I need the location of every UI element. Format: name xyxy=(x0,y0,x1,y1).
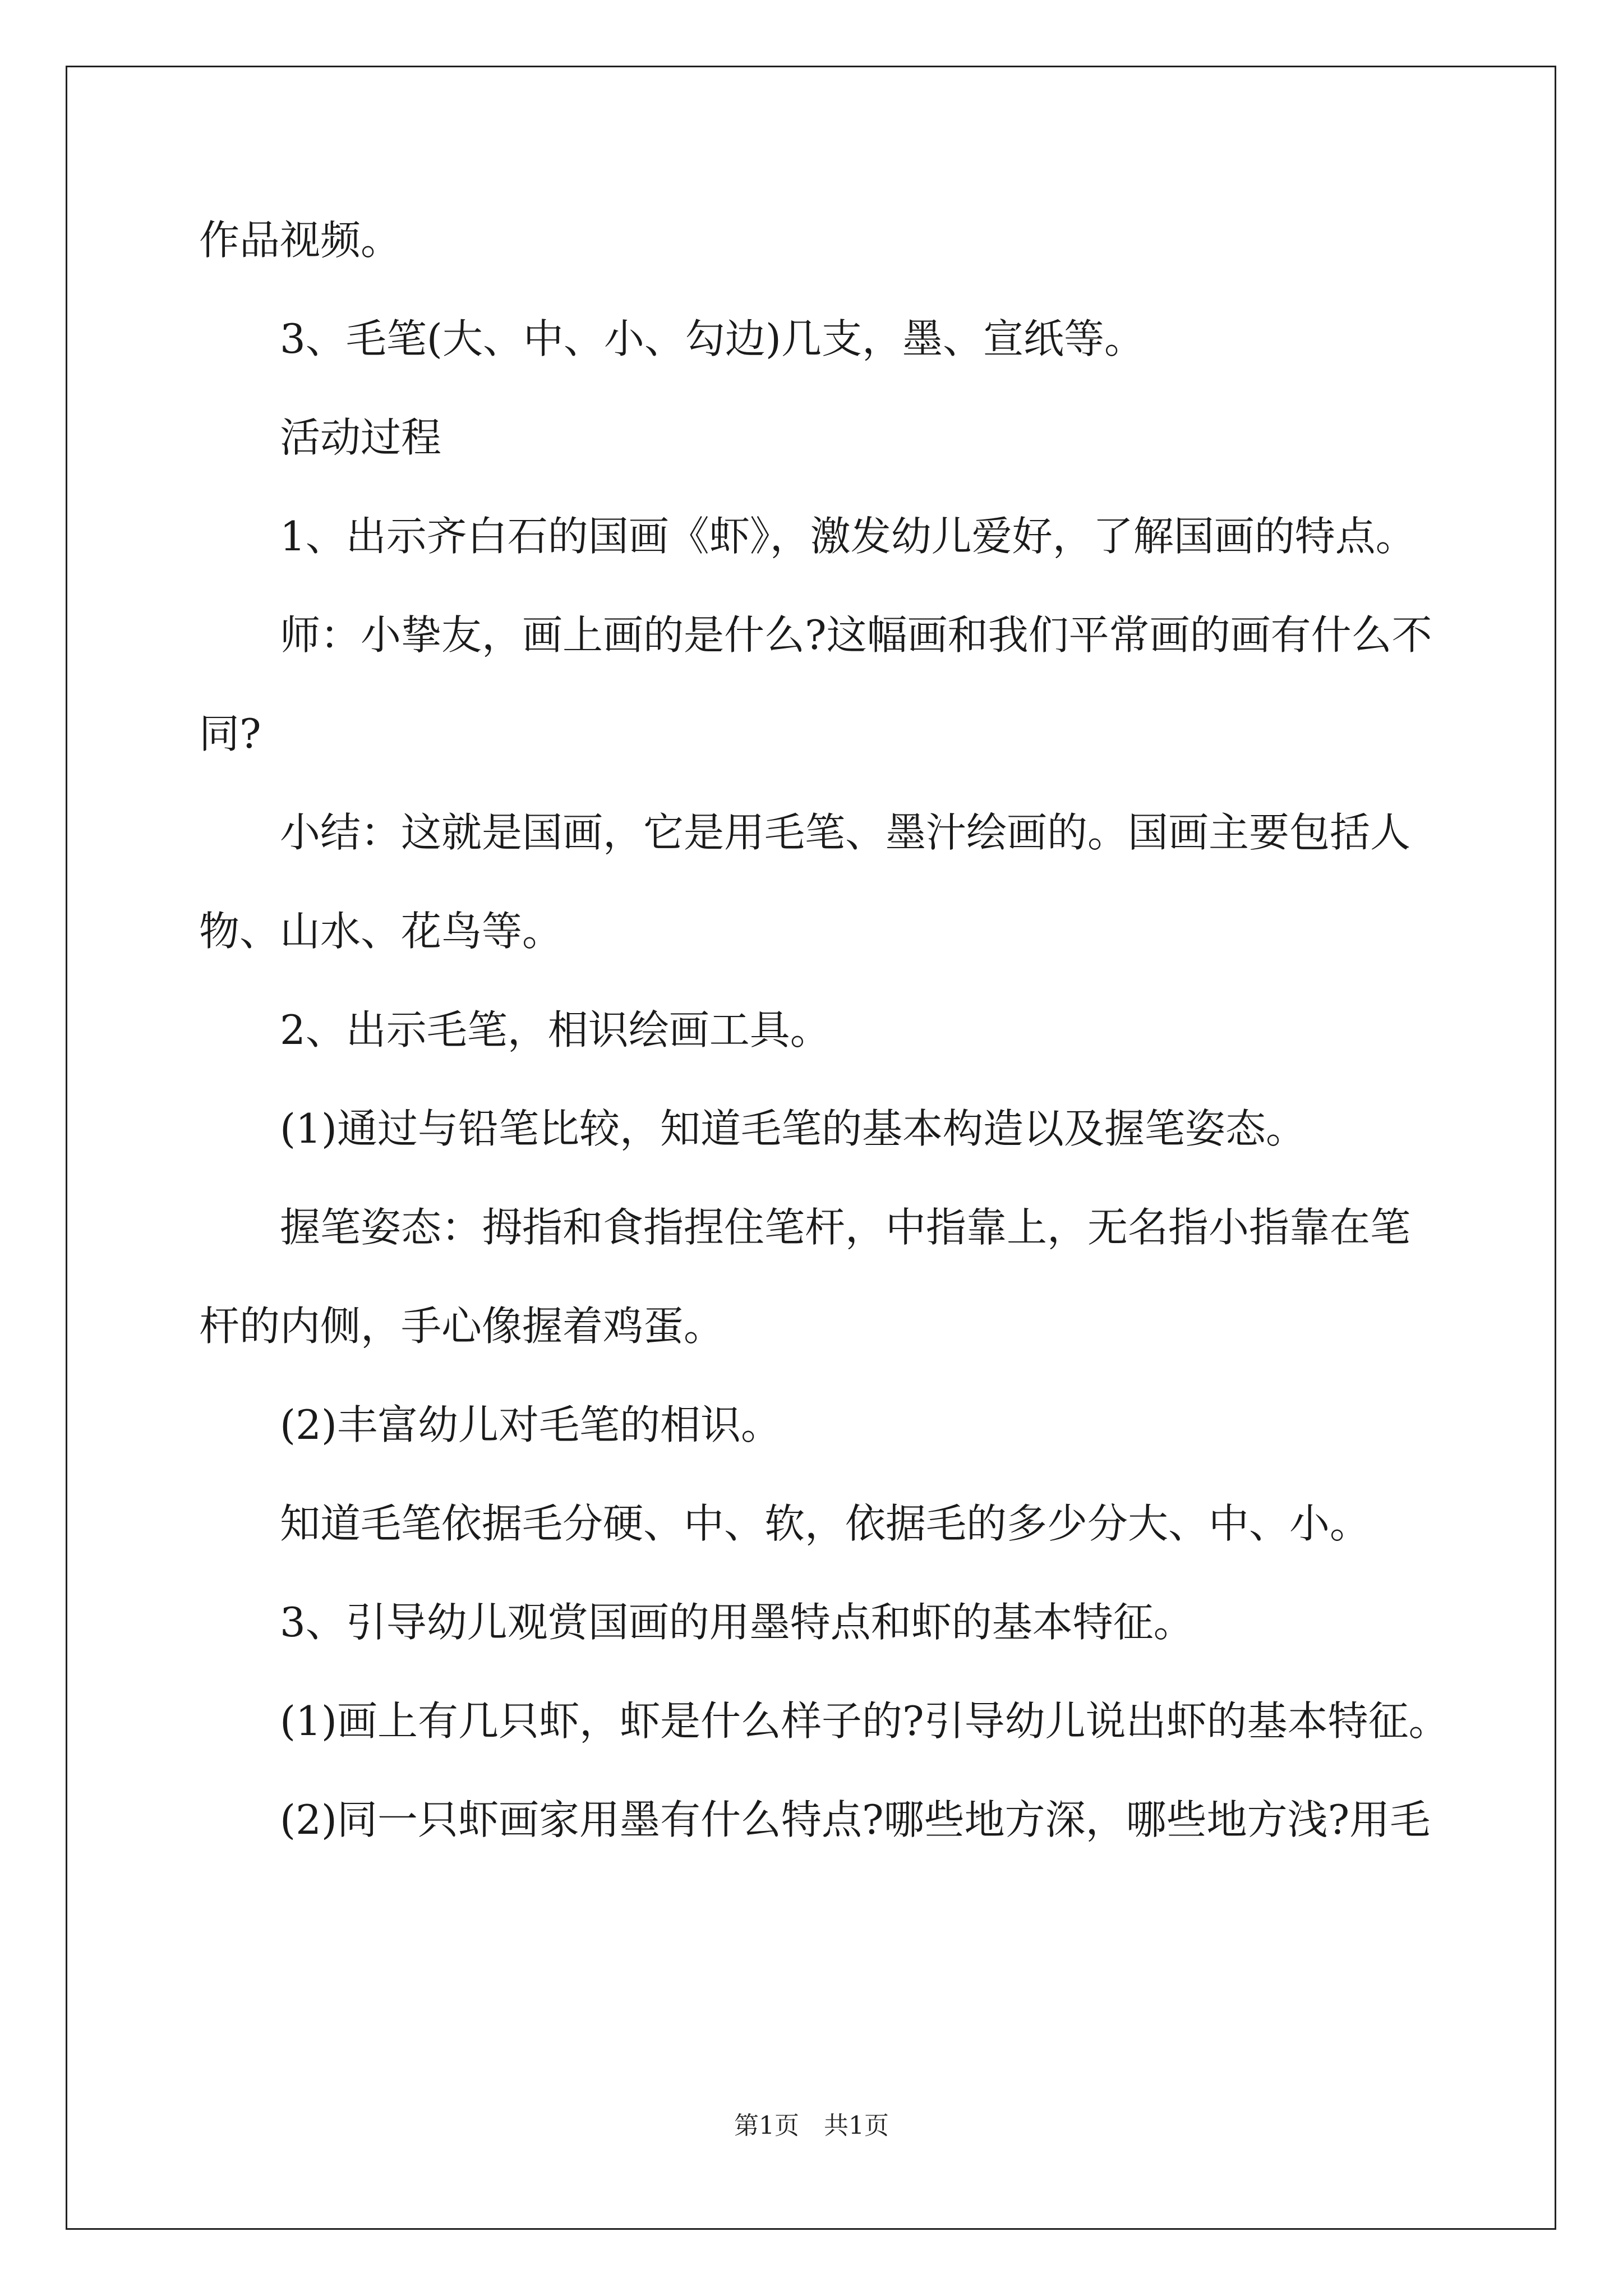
section-heading: 活动过程 xyxy=(280,414,442,461)
paragraph-line: 1、出示齐白石的国画《虾》，激发幼儿爱好，了解国画的特点。 xyxy=(280,513,1416,560)
paragraph-line: 杆的内侧，手心像握着鸡蛋。 xyxy=(199,1303,725,1350)
paragraph-line: (1)画上有几只虾，虾是什么样子的?引导幼儿说出虾的基本特征。 xyxy=(280,1697,1449,1745)
paragraph-line: 3、引导幼儿观赏国画的用墨特点和虾的基本特征。 xyxy=(280,1599,1194,1646)
paragraph-line: 小结：这就是国画，它是用毛笔、墨汁绘画的。国画主要包括人 xyxy=(280,809,1411,856)
paragraph-line: (2)同一只虾画家用墨有什么特点?哪些地方深，哪些地方浅?用毛 xyxy=(280,1796,1431,1843)
paragraph-line: 同? xyxy=(199,710,261,757)
paragraph-line: 物、山水、花鸟等。 xyxy=(199,908,563,955)
paragraph-line: 3、毛笔(大、中、小、勾边)几支，墨、宣纸等。 xyxy=(280,315,1145,362)
document-body xyxy=(199,191,1455,1869)
page-footer: 第1页 共1页 xyxy=(734,2111,889,2140)
paragraph-line: (1)通过与铅笔比较，知道毛笔的基本构造以及握笔姿态。 xyxy=(280,1105,1306,1152)
paragraph-line: 师：小挚友，画上画的是什么?这幅画和我们平常画的画有什么不 xyxy=(280,611,1432,659)
paragraph-line: (2)丰富幼儿对毛笔的相识。 xyxy=(280,1401,781,1448)
paragraph-line: 握笔姿态：拇指和食指捏住笔杆，中指靠上，无名指小指靠在笔 xyxy=(280,1204,1411,1251)
paragraph-line: 作品视频。 xyxy=(199,217,402,264)
paragraph-line: 知道毛笔依据毛分硬、中、软，依据毛的多少分大、中、小。 xyxy=(280,1500,1371,1547)
paragraph-line: 2、出示毛笔，相识绘画工具。 xyxy=(280,1006,831,1053)
